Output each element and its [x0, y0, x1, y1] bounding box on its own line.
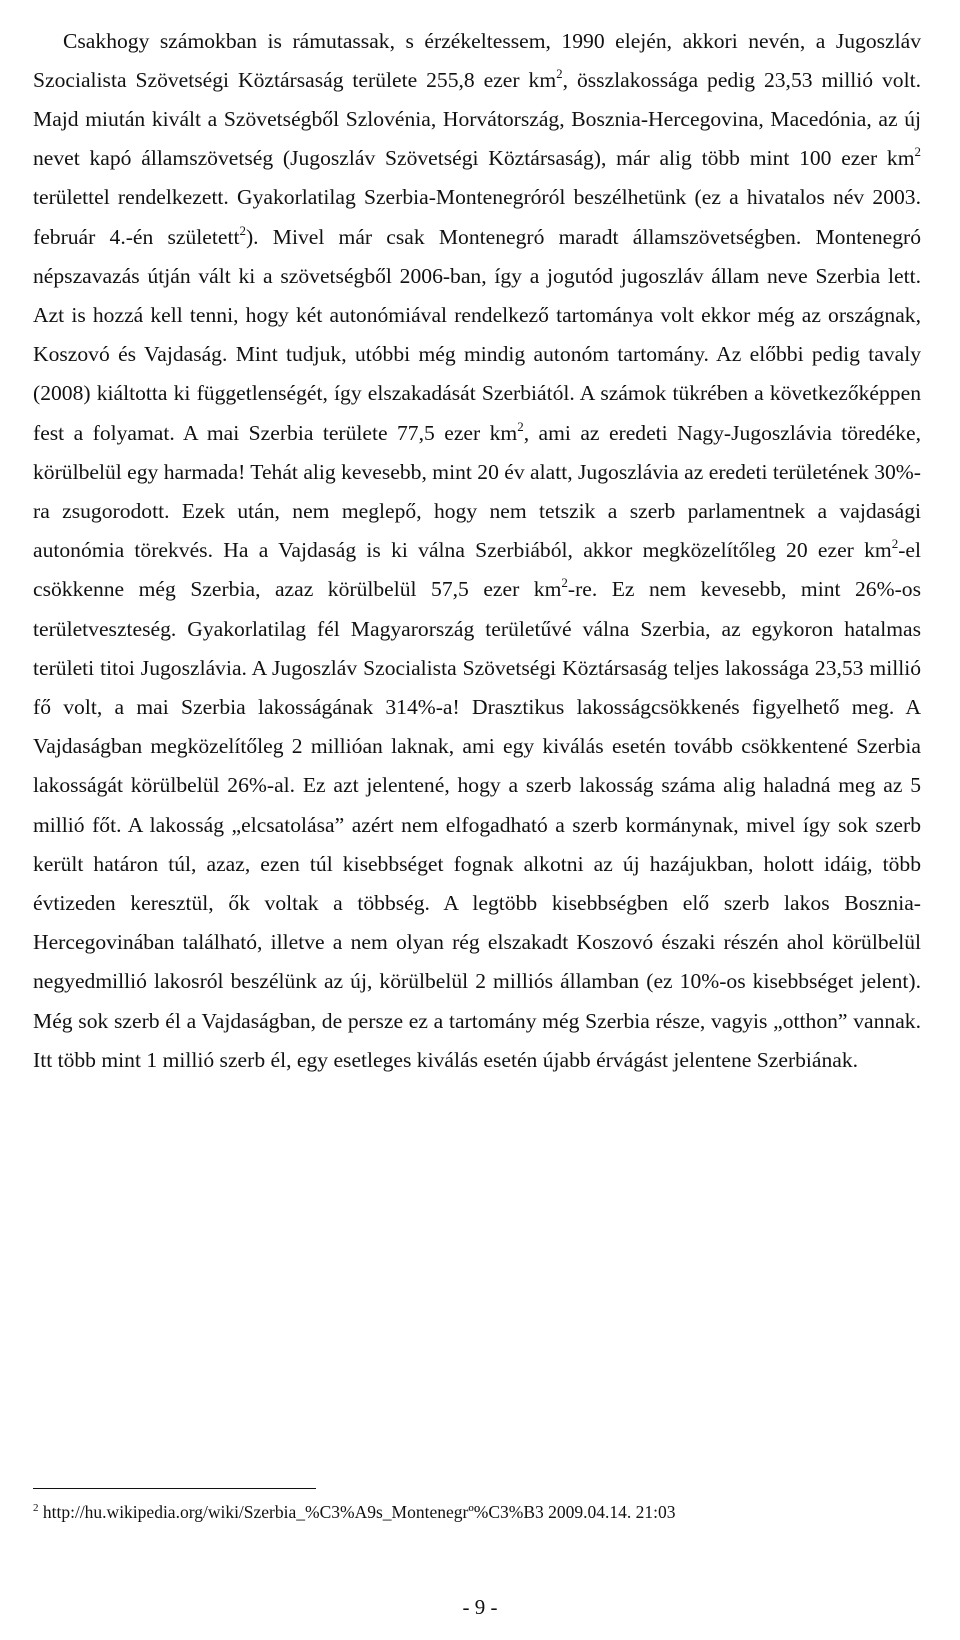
footnote-text: http://hu.wikipedia.org/wiki/Szerbia_%C3%A9s_Montenegrº%C3%B3 2009.04.14. 21:03	[38, 1502, 676, 1522]
text-segment: -el csökkenne még Szerbia, azaz körülbelül 57,5 ezer km	[33, 538, 921, 602]
footnote-separator	[33, 1488, 316, 1489]
footnote-marker: 2	[33, 1502, 39, 1514]
footnote-reference: 2	[239, 222, 246, 238]
superscript-squared: 2	[556, 65, 563, 81]
footnote	[33, 1501, 921, 1523]
page-number: - 9 -	[462, 1595, 498, 1619]
superscript-squared: 2	[517, 418, 524, 434]
text-segment: területtel rendelkezett. Gyakorlatilag Szerbia-Montenegróról beszélhetünk (ez a hivatalos név 2003. február 4.-én született	[33, 185, 921, 249]
superscript-squared: 2	[561, 575, 568, 591]
text-segment: -re. Ez nem kevesebb, mint 26%-os területveszteség. Gyakorlatilag fél Magyarország területűvé válna Szerbia, az egykoron hatalmas területi titoi Jugoszlávia. A Jugoszláv Szocialista Szövetségi Köztársaság teljes lakossága 23,53 millió fő volt, a mai Szerbia lakosságának 314%-a! Drasztikus lakosságcsökkenés figyelhető meg. A Vajdaságban megközelítőleg 2 millióan laknak, ami egy kiválás esetén tovább csökkentené Szerbia lakosságát körülbelül 26%-al. Ez azt jelentené, hogy a szerb lakosság száma alig haladná meg az 5 millió főt. A lakosság „elcsatolása” azért nem elfogadható a szerb kormánynak, mivel így sok szerb került határon túl, azaz, ezen túl kisebbséget fognak alkotni az új hazájukban, holott idáig, több évtizeden keresztül, ők voltak a többség. A legtöbb kisebbségben elő szerb lakos Bosznia-Hercegovinában található, illetve a nem olyan rég elszakadt Koszovó északi részén ahol körülbelül negyedmillió lakosról beszélünk az új, körülbelül 2 milliós államban (ez 10%-os kisebbséget jelent). Még sok szerb él a Vajdaságban, de persze ez a tartomány még Szerbia része, vagyis „otthon” vannak. Itt több mint 1 millió szerb él, egy esetleges kiválás esetén újabb érvágást jelentene Szerbiának.	[33, 577, 921, 1072]
text-segment: , ami az eredeti Nagy-Jugoszlávia töredéke, körülbelül egy harmada! Tehát alig kevesebb, mint 20 év alatt, Jugoszlávia az eredeti területének 30%-ra zsugorodott. Ezek után, nem meglepő, hogy nem tetszik a szerb parlamentnek a vajdasági autonómia törekvés. Ha a Vajdaság is ki válna Szerbiából, akkor megközelítőleg 20 ezer km	[33, 420, 921, 563]
superscript-squared: 2	[914, 144, 921, 160]
superscript-squared: 2	[891, 536, 899, 552]
text-segment: ). Mivel már csak Montenegró maradt államszövetségben. Montenegró népszavazás útján vált ki a szövetségből 2006-ban, így a jogutód jugoszláv állam neve Szerbia lett. Azt is hozzá kell tenni, hogy két autonómiával rendelkező tartománya volt ekkor még az országnak, Koszovó és Vajdaság. Mint tudjuk, utóbbi még mindig autonóm tartomány. Az előbbi pedig tavaly (2008) kiáltotta ki függetlenségét, így elszakadását Szerbiától. A számok tükrében a következőképpen fest a folyamat. A mai Szerbia területe 77,5 ezer km	[33, 224, 921, 445]
body-paragraph	[33, 22, 921, 1080]
text-segment: , összlakossága pedig 23,53 millió volt. Majd miután kivált a Szövetségből Szlovénia, Horvátország, Bosznia-Hercegovina, Macedónia, az új nevet kapó államszövetség (Jugoszláv Szövetségi Köztársaság), már alig több mint 100 ezer km	[33, 67, 921, 171]
text-segment: Csakhogy számokban is rámutassak, s érzékeltessem, 1990 elején, akkori nevén, a Jugoszláv Szocialista Szövetségi Köztársaság területe 255,8 ezer km	[33, 28, 921, 92]
